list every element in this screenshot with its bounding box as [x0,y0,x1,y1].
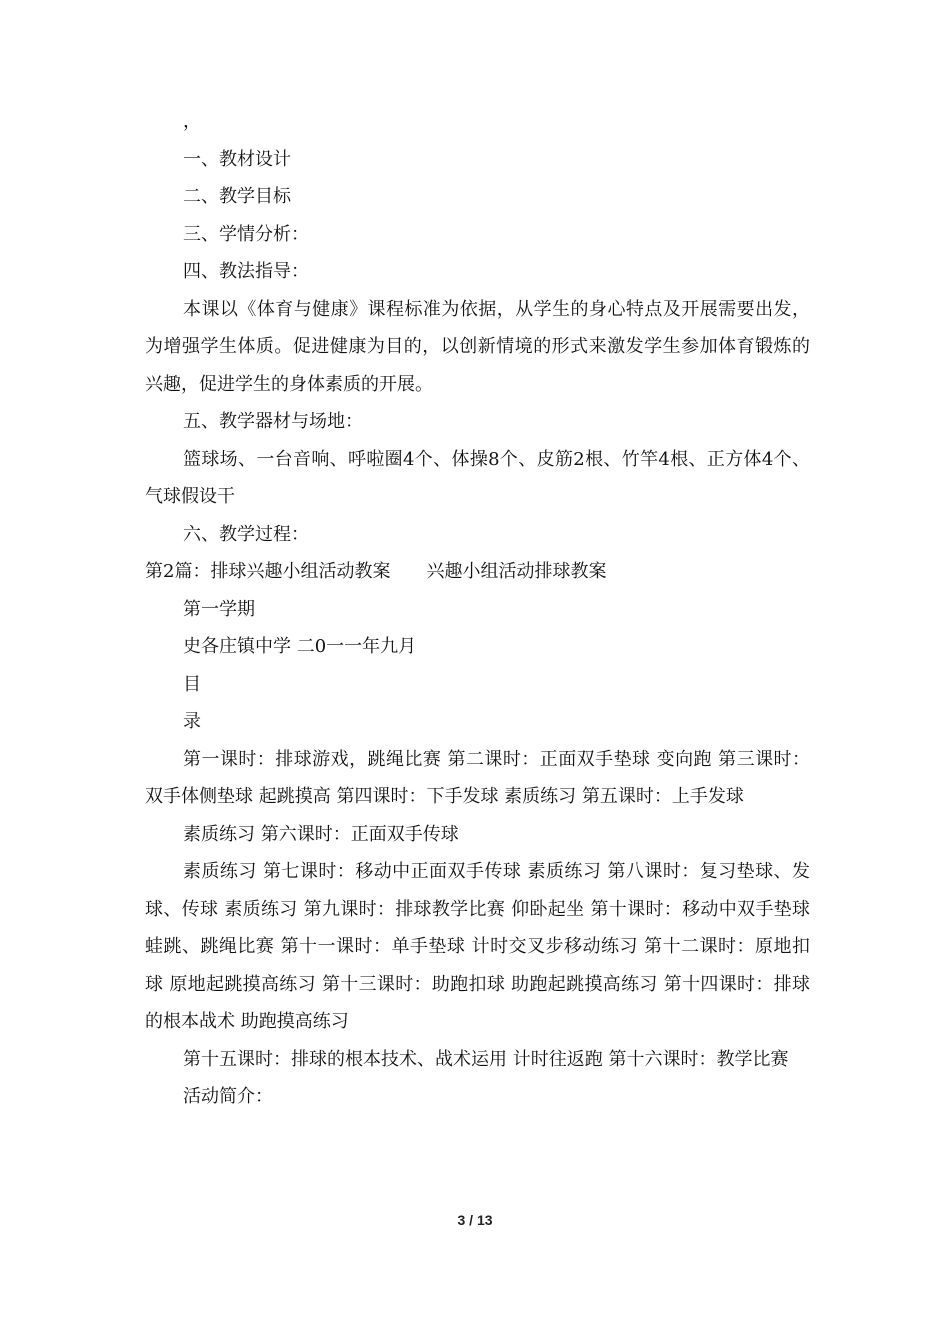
heading-activity-intro: 活动简介： [183,1086,273,1107]
paragraph-course-basis: 本课以《体育与健康》课程标准为依据，从学生的身心特点及开展需要出发，为增强学生体质。促进健康为目的，以创新情境的形式来激发学生参加体育锻炼的兴趣，促进学生的身体素质的开展。 [145,298,810,395]
paragraph-semester: 第一学期 [183,598,255,620]
heading-teaching-process: 六、教学过程： [183,523,309,545]
heading-student-analysis: 三、学情分析： [183,223,309,245]
toc-lessons-15-16: 第十五课时：排球的根本技术、战术运用 计时往返跑 第十六课时：教学比赛 [183,1048,789,1070]
document-body [145,103,810,1116]
paragraph-equipment-list: 篮球场、一台音响、呼啦圈4个、体操8个、皮筋2根、竹竿4根、正方体4个、气球假设干 [145,448,810,507]
toc-heading-part-2: 录 [183,711,201,732]
toc-lessons-6: 素质练习 第六课时：正面双手传球 [183,823,459,845]
toc-heading-part-1: 目 [183,673,201,695]
heading-textbook-design: 一、教材设计 [183,148,291,170]
paragraph-comma: ， [183,111,201,132]
paragraph-school-date: 史各庄镇中学 二0一一年九月 [183,636,417,657]
page-number: 3 / 13 [457,1212,493,1228]
heading-method-guidance: 四、教法指导： [183,261,309,282]
heading-teaching-goals: 二、教学目标 [183,186,291,207]
toc-lessons-1-5: 第一课时：排球游戏，跳绳比赛 第二课时：正面双手垫球 变向跑 第三课时：双手体侧垫球 起跳摸高 第四课时：下手发球 素质练习 第五课时：上手发球 [145,748,810,807]
heading-equipment-venue: 五、教学器材与场地： [183,411,363,432]
section-title-part-2: 第2篇：排球兴趣小组活动教案 兴趣小组活动排球教案 [145,561,607,582]
toc-lessons-7-14: 素质练习 第七课时：移动中正面双手传球 素质练习 第八课时：复习垫球、发球、传球 素质练习 第九课时：排球教学比赛 仰卧起坐 第十课时：移动中双手垫球 蛙跳、跳绳比赛 第十一课时：单手垫球 计时交叉步移动练习 第十二课时：原地扣球 原地起跳摸高练习 第十三课时：助跑扣球 助跑起跳摸高练习 第十四课时：排球的根本战术 助跑摸高练习 [145,861,810,1032]
